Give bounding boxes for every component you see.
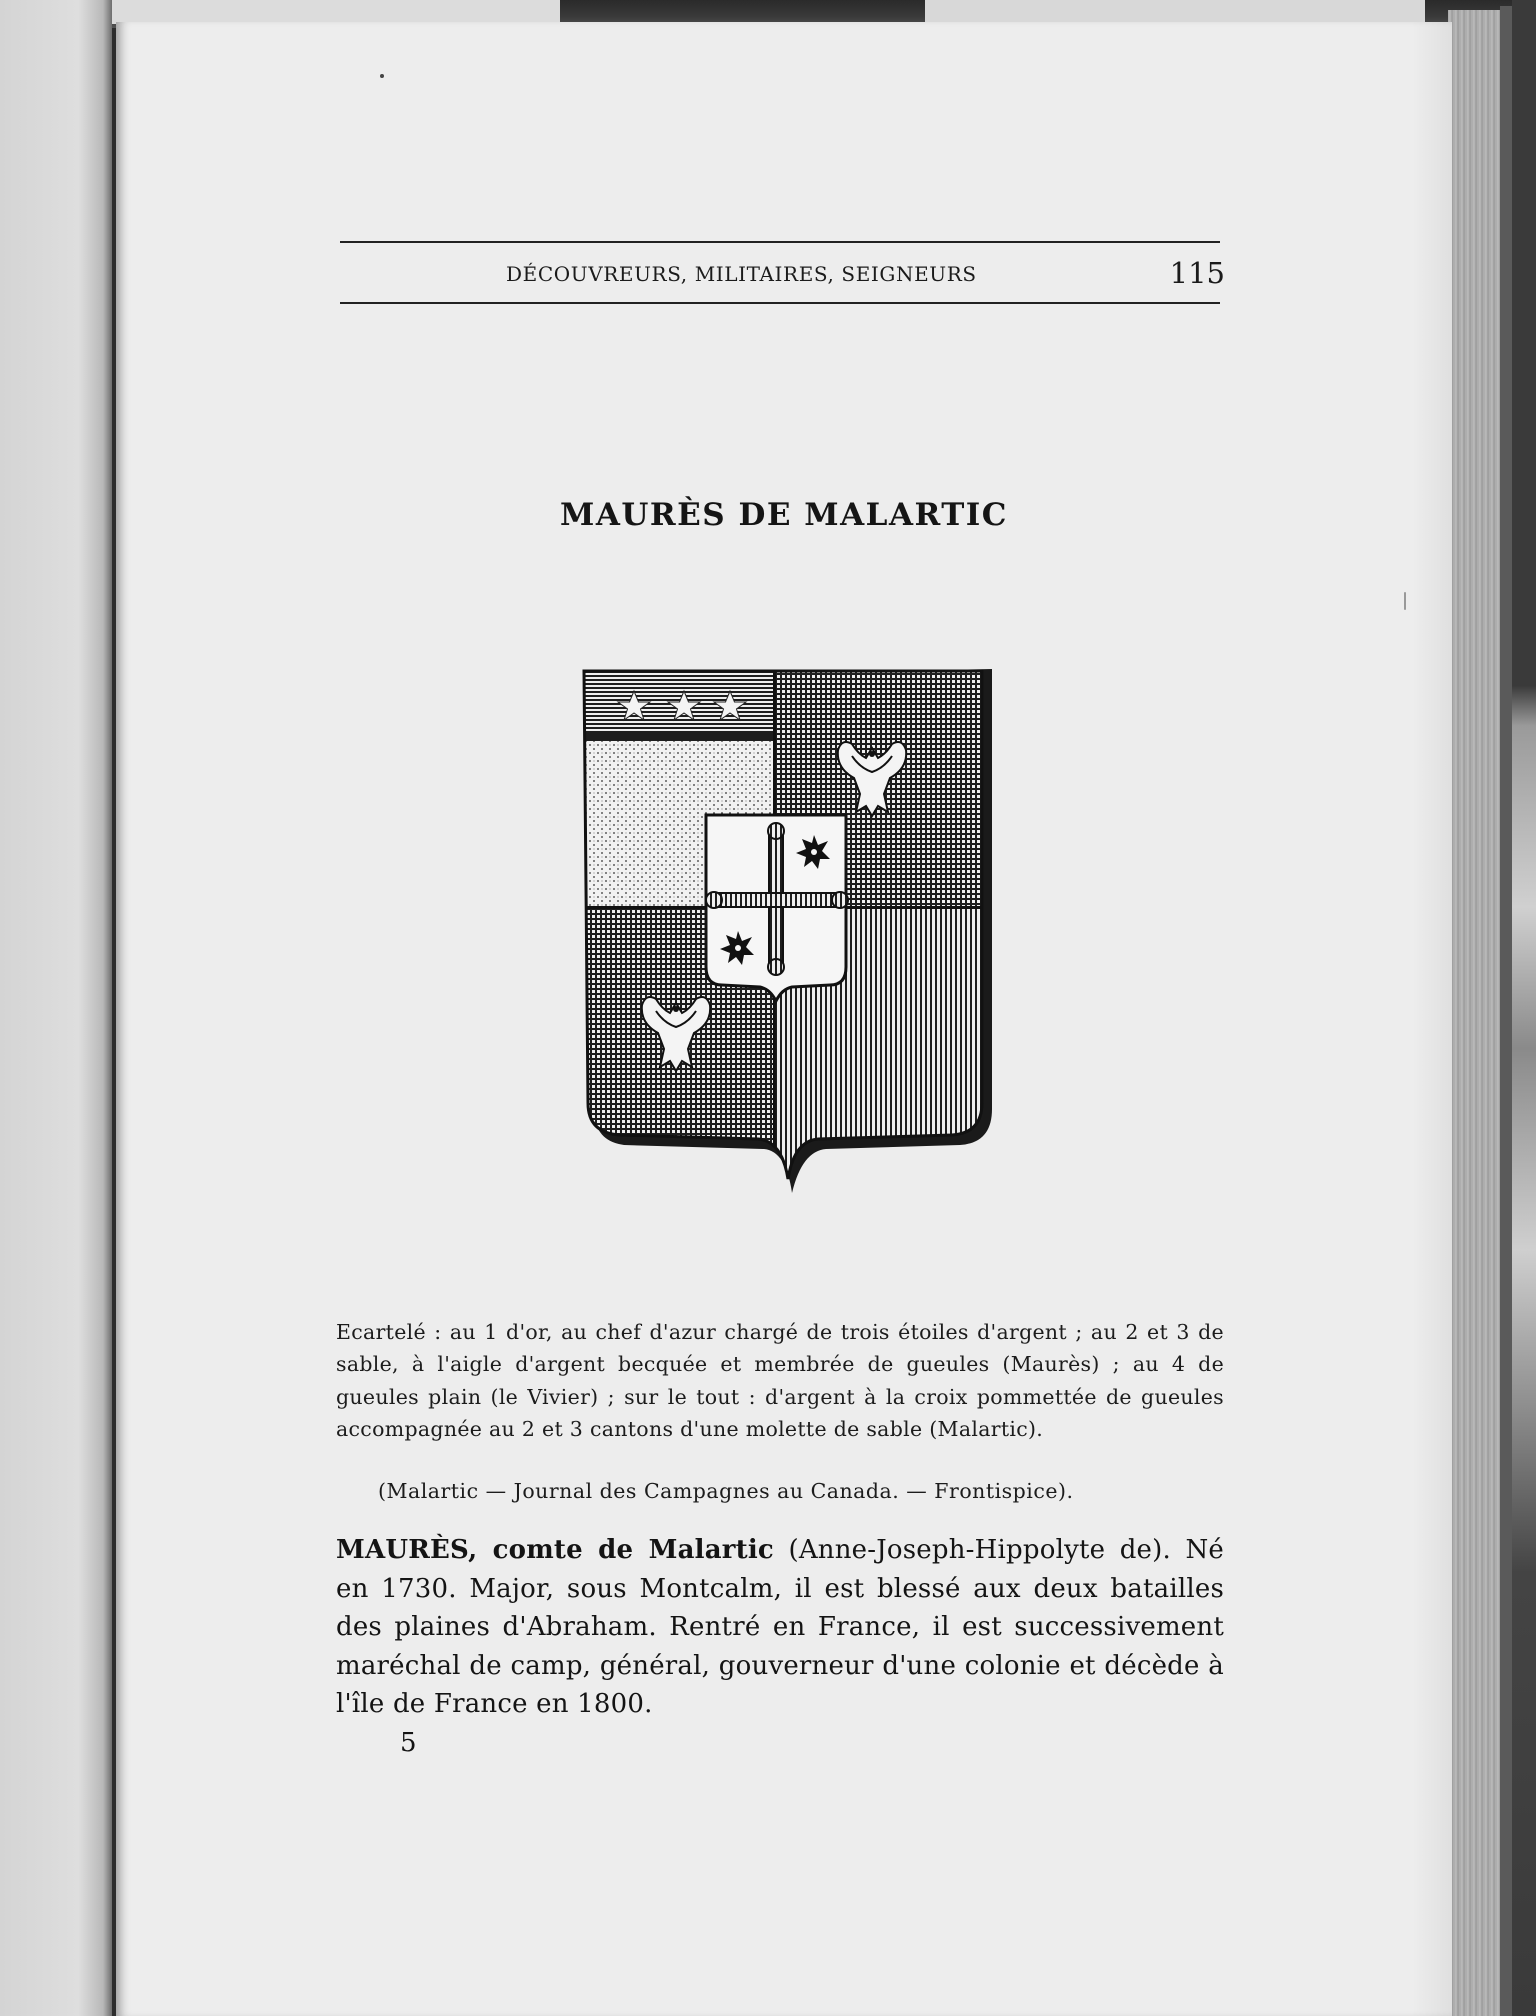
biography: [336, 1531, 1224, 1724]
paper-mark: [1404, 592, 1406, 610]
page-block-edges: [1448, 10, 1506, 2016]
left-page-edge: [0, 0, 112, 2016]
bio-name: MAURÈS, comte de Malartic: [336, 1535, 774, 1565]
blazon-text: Ecartelé : au 1 d'or, au chef d'azur chargé de trois étoiles d'argent ; au 2 et 3 de sable, à l'aigle d'argent becquée et membrée de gueules (Maurès) ; au 4 de gueules plain (le Vivier) ; sur le tout : d'argent à la croix pommettée de gueules accompagnée au 2 et 3 cantons d'une molette de sable (Malartic).: [336, 1320, 1224, 1441]
running-header: [340, 258, 1225, 292]
running-head: DÉCOUVREURS, MILITAIRES, SEIGNEURS: [506, 262, 977, 286]
book-cover-edge: [1500, 6, 1512, 2016]
paper-speck: [380, 74, 384, 78]
top-paper-strip: [925, 0, 1425, 22]
signature-mark: 5: [400, 1728, 417, 1758]
coat-of-arms-icon: [580, 663, 996, 1203]
page-title: MAURÈS DE MALARTIC: [560, 497, 1008, 533]
header-top-rule: [340, 241, 1220, 243]
blazon-source: (Malartic — Journal des Campagnes au Canada. — Frontispice).: [378, 1479, 1074, 1503]
header-bottom-rule: [340, 302, 1220, 304]
background-cloth: [1512, 0, 1536, 2016]
page-number: 115: [1169, 256, 1225, 290]
page-shade: [1412, 22, 1452, 2016]
bio-text: (Anne-Joseph-Hippolyte de). Né en 1730. Major, sous Montcalm, il est blessé aux deux batailles des plaines d'Abraham. Rentré en France, il est successivement maréchal de camp, général, gouverneur d'une colonie et décède à l'île de France en 1800.: [336, 1535, 1224, 1720]
